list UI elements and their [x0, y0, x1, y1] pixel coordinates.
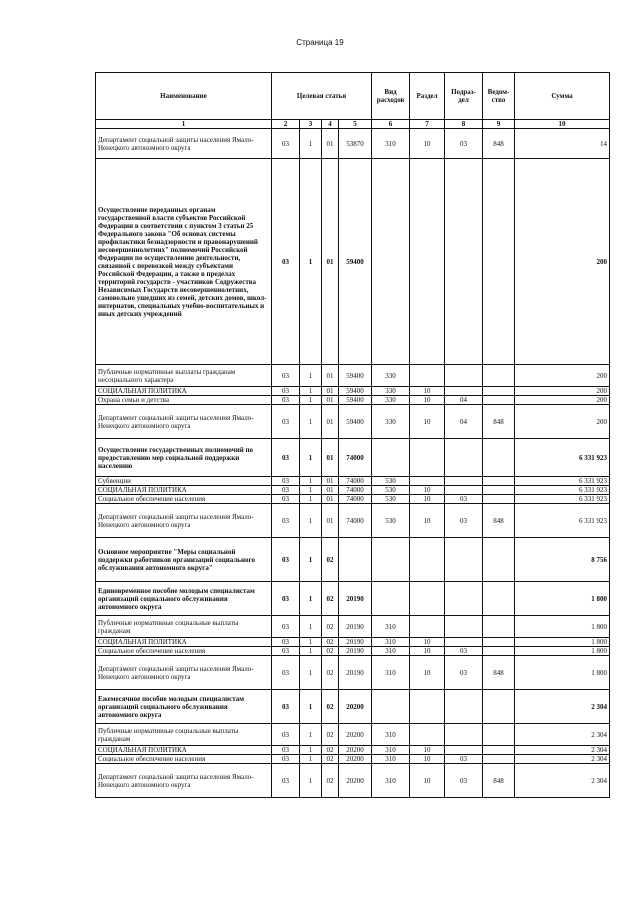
target-code-subprogram: 1 — [300, 538, 322, 582]
target-code-subprogram: 1 — [300, 724, 322, 746]
column-number: 2 — [272, 120, 300, 129]
expense-type-cell: 330 — [372, 365, 410, 387]
amount-cell: 200 — [515, 365, 610, 387]
row-name-cell: Департамент социальной защиты населения Ямало-Ненецкого автономного округа — [96, 656, 272, 690]
target-code-subprogram: 1 — [300, 405, 322, 439]
target-code-event: 01 — [322, 495, 339, 504]
expense-type-cell — [372, 439, 410, 477]
target-code-program: 03 — [272, 477, 300, 486]
row-name-cell: Социальное обеспечение населения — [96, 647, 272, 656]
row-name-cell: Основное мероприятие "Меры социальной поддержки работников организаций социального обслуживания автономного округа" — [96, 538, 272, 582]
target-code-event: 02 — [322, 538, 339, 582]
target-code-event: 02 — [322, 616, 339, 638]
row-name-cell: Департамент социальной защиты населения Ямало-Ненецкого автономного округа — [96, 405, 272, 439]
target-code-subprogram: 1 — [300, 486, 322, 495]
target-code-subprogram: 1 — [300, 647, 322, 656]
table-row — [96, 365, 610, 387]
column-number: 3 — [300, 120, 322, 129]
header-name: Наименование — [96, 73, 272, 120]
subsection-cell — [445, 690, 483, 724]
target-code-program: 03 — [272, 387, 300, 396]
target-code-direction: 20190 — [339, 582, 372, 616]
section-cell — [410, 616, 445, 638]
target-code-subprogram: 1 — [300, 656, 322, 690]
amount-cell: 1 800 — [515, 656, 610, 690]
target-code-direction: 20200 — [339, 755, 372, 764]
subsection-cell — [445, 439, 483, 477]
column-number: 1 — [96, 120, 272, 129]
target-code-subprogram: 1 — [300, 387, 322, 396]
section-cell: 10 — [410, 387, 445, 396]
department-code-cell — [483, 616, 515, 638]
target-code-event: 02 — [322, 582, 339, 616]
target-code-program: 03 — [272, 616, 300, 638]
table-row — [96, 495, 610, 504]
expense-type-cell: 530 — [372, 504, 410, 538]
target-code-event: 01 — [322, 504, 339, 538]
target-code-program: 03 — [272, 396, 300, 405]
department-code-cell — [483, 690, 515, 724]
target-code-subprogram: 1 — [300, 365, 322, 387]
subsection-cell: 04 — [445, 396, 483, 405]
header-section: Раздел — [410, 73, 445, 120]
target-code-direction: 59400 — [339, 396, 372, 405]
target-code-event: 02 — [322, 764, 339, 798]
amount-cell: 200 — [515, 387, 610, 396]
target-code-subprogram: 1 — [300, 746, 322, 755]
row-name-cell: Осуществление государственных полномочий по предоставлению мер социальной поддержки населению — [96, 439, 272, 477]
department-code-cell: 848 — [483, 129, 515, 159]
target-code-direction: 53870 — [339, 129, 372, 159]
amount-cell: 6 331 923 — [515, 504, 610, 538]
subsection-cell — [445, 486, 483, 495]
header-subsection: Подраз-дел — [445, 73, 483, 120]
table-row — [96, 582, 610, 616]
department-code-cell — [483, 755, 515, 764]
column-number: 6 — [372, 120, 410, 129]
target-code-subprogram: 1 — [300, 129, 322, 159]
expense-type-cell: 530 — [372, 495, 410, 504]
section-cell: 10 — [410, 755, 445, 764]
row-name-cell: Департамент социальной защиты населения Ямало-Ненецкого автономного округа — [96, 764, 272, 798]
amount-cell: 1 800 — [515, 616, 610, 638]
subsection-cell — [445, 387, 483, 396]
section-cell: 10 — [410, 405, 445, 439]
section-cell — [410, 439, 445, 477]
subsection-cell: 03 — [445, 129, 483, 159]
row-name-cell: Социальное обеспечение населения — [96, 495, 272, 504]
table-row — [96, 656, 610, 690]
subsection-cell: 03 — [445, 495, 483, 504]
target-code-subprogram: 1 — [300, 616, 322, 638]
expense-type-cell — [372, 159, 410, 365]
amount-cell: 6 331 923 — [515, 477, 610, 486]
target-code-event: 02 — [322, 755, 339, 764]
amount-cell: 2 304 — [515, 724, 610, 746]
expense-type-cell — [372, 538, 410, 582]
table-row — [96, 439, 610, 477]
target-code-subprogram: 1 — [300, 764, 322, 798]
target-code-subprogram: 1 — [300, 582, 322, 616]
subsection-cell: 04 — [445, 405, 483, 439]
target-code-subprogram: 1 — [300, 159, 322, 365]
target-code-program: 03 — [272, 582, 300, 616]
target-code-program: 03 — [272, 746, 300, 755]
department-code-cell: 848 — [483, 405, 515, 439]
amount-cell: 6 331 923 — [515, 486, 610, 495]
subsection-cell: 03 — [445, 647, 483, 656]
table-row — [96, 477, 610, 486]
amount-cell: 200 — [515, 396, 610, 405]
target-code-event: 01 — [322, 477, 339, 486]
table-row — [96, 405, 610, 439]
expense-type-cell: 310 — [372, 656, 410, 690]
target-code-program: 03 — [272, 495, 300, 504]
target-code-event: 01 — [322, 405, 339, 439]
header-expense-type: Вид расходов — [372, 73, 410, 120]
target-code-event: 01 — [322, 486, 339, 495]
section-cell: 10 — [410, 495, 445, 504]
section-cell — [410, 477, 445, 486]
target-code-direction: 74000 — [339, 495, 372, 504]
column-number: 10 — [515, 120, 610, 129]
department-code-cell — [483, 647, 515, 656]
target-code-program: 03 — [272, 159, 300, 365]
subsection-cell — [445, 616, 483, 638]
target-code-program: 03 — [272, 365, 300, 387]
target-code-direction: 59400 — [339, 365, 372, 387]
expense-type-cell: 310 — [372, 638, 410, 647]
department-code-cell — [483, 582, 515, 616]
target-code-direction: 20200 — [339, 746, 372, 755]
column-number: 4 — [322, 120, 339, 129]
row-name-cell: Публичные нормативные социальные выплаты гражданам — [96, 616, 272, 638]
amount-cell: 1 800 — [515, 647, 610, 656]
target-code-subprogram: 1 — [300, 504, 322, 538]
target-code-program: 03 — [272, 690, 300, 724]
target-code-program: 03 — [272, 656, 300, 690]
subsection-cell — [445, 724, 483, 746]
target-code-direction: 74000 — [339, 486, 372, 495]
department-code-cell — [483, 724, 515, 746]
target-code-direction — [339, 538, 372, 582]
section-cell: 10 — [410, 746, 445, 755]
row-name-cell: Субвенции — [96, 477, 272, 486]
department-code-cell: 848 — [483, 504, 515, 538]
target-code-event: 01 — [322, 387, 339, 396]
target-code-direction: 74000 — [339, 477, 372, 486]
table-row — [96, 690, 610, 724]
subsection-cell: 03 — [445, 504, 483, 538]
target-code-event: 02 — [322, 690, 339, 724]
target-code-program: 03 — [272, 755, 300, 764]
section-cell — [410, 538, 445, 582]
subsection-cell — [445, 582, 483, 616]
target-code-program: 03 — [272, 439, 300, 477]
table-row — [96, 764, 610, 798]
amount-cell: 2 304 — [515, 690, 610, 724]
section-cell — [410, 159, 445, 365]
row-name-cell: Ежемесячное пособие молодым специалистам организаций социального обслуживания автономного округа — [96, 690, 272, 724]
department-code-cell — [483, 746, 515, 755]
target-code-direction: 20200 — [339, 724, 372, 746]
section-cell — [410, 365, 445, 387]
target-code-direction: 20190 — [339, 616, 372, 638]
section-cell: 10 — [410, 504, 445, 538]
target-code-program: 03 — [272, 647, 300, 656]
target-code-direction: 20190 — [339, 656, 372, 690]
expense-type-cell: 530 — [372, 486, 410, 495]
department-code-cell — [483, 538, 515, 582]
expense-type-cell: 310 — [372, 647, 410, 656]
subsection-cell — [445, 638, 483, 647]
target-code-direction: 59400 — [339, 159, 372, 365]
expense-type-cell: 330 — [372, 387, 410, 396]
target-code-event: 02 — [322, 647, 339, 656]
amount-cell: 200 — [515, 159, 610, 365]
department-code-cell — [483, 495, 515, 504]
expense-type-cell: 330 — [372, 405, 410, 439]
row-name-cell: Публичные нормативные социальные выплаты гражданам — [96, 724, 272, 746]
target-code-program: 03 — [272, 129, 300, 159]
expense-type-cell: 310 — [372, 616, 410, 638]
subsection-cell: 03 — [445, 755, 483, 764]
table-row — [96, 387, 610, 396]
table-row — [96, 396, 610, 405]
subsection-cell: 03 — [445, 764, 483, 798]
department-code-cell — [483, 396, 515, 405]
row-name-cell: Департамент социальной защиты населения Ямало-Ненецкого автономного округа — [96, 129, 272, 159]
amount-cell: 2 304 — [515, 764, 610, 798]
target-code-direction: 20190 — [339, 647, 372, 656]
amount-cell: 2 304 — [515, 746, 610, 755]
subsection-cell — [445, 159, 483, 365]
column-number: 8 — [445, 120, 483, 129]
column-number: 7 — [410, 120, 445, 129]
target-code-program: 03 — [272, 538, 300, 582]
department-code-cell: 848 — [483, 764, 515, 798]
header-target-article: Целевая статья — [272, 73, 372, 120]
target-code-direction: 20190 — [339, 638, 372, 647]
target-code-event: 01 — [322, 129, 339, 159]
department-code-cell — [483, 439, 515, 477]
row-name-cell: СОЦИАЛЬНАЯ ПОЛИТИКА — [96, 486, 272, 495]
subsection-cell — [445, 538, 483, 582]
amount-cell: 1 800 — [515, 582, 610, 616]
target-code-program: 03 — [272, 764, 300, 798]
table-row — [96, 486, 610, 495]
row-name-cell: СОЦИАЛЬНАЯ ПОЛИТИКА — [96, 746, 272, 755]
target-code-subprogram: 1 — [300, 690, 322, 724]
department-code-cell — [483, 365, 515, 387]
table-row — [96, 746, 610, 755]
target-code-subprogram: 1 — [300, 477, 322, 486]
header-amount: Сумма — [515, 73, 610, 120]
section-cell — [410, 690, 445, 724]
table-row — [96, 638, 610, 647]
table-row — [96, 616, 610, 638]
subsection-cell: 03 — [445, 656, 483, 690]
target-code-event: 02 — [322, 656, 339, 690]
target-code-program: 03 — [272, 405, 300, 439]
header-department: Ведом-ство — [483, 73, 515, 120]
expense-type-cell — [372, 690, 410, 724]
row-name-cell: Публичные нормативные выплаты гражданам несоциального характера — [96, 365, 272, 387]
target-code-event: 01 — [322, 159, 339, 365]
amount-cell: 2 304 — [515, 755, 610, 764]
section-cell: 10 — [410, 638, 445, 647]
subsection-cell — [445, 746, 483, 755]
table-row — [96, 159, 610, 365]
row-name-cell: Социальное обеспечение населения — [96, 755, 272, 764]
department-code-cell — [483, 638, 515, 647]
target-code-subprogram: 1 — [300, 755, 322, 764]
target-code-subprogram: 1 — [300, 396, 322, 405]
section-cell — [410, 724, 445, 746]
expense-type-cell: 310 — [372, 746, 410, 755]
expense-type-cell: 310 — [372, 129, 410, 159]
target-code-direction: 59400 — [339, 405, 372, 439]
target-code-subprogram: 1 — [300, 439, 322, 477]
target-code-event: 02 — [322, 746, 339, 755]
target-code-event: 02 — [322, 638, 339, 647]
target-code-subprogram: 1 — [300, 495, 322, 504]
target-code-subprogram: 1 — [300, 638, 322, 647]
amount-cell: 1 800 — [515, 638, 610, 647]
column-number: 5 — [339, 120, 372, 129]
target-code-event: 01 — [322, 396, 339, 405]
expense-type-cell: 330 — [372, 396, 410, 405]
department-code-cell: 848 — [483, 656, 515, 690]
page-number-label: Страница 19 — [296, 38, 344, 47]
target-code-program: 03 — [272, 504, 300, 538]
target-code-program: 03 — [272, 724, 300, 746]
section-cell: 10 — [410, 129, 445, 159]
amount-cell: 6 331 923 — [515, 439, 610, 477]
row-name-cell: Единовременное пособие молодым специалистам организаций социального обслуживания автономного округа — [96, 582, 272, 616]
table-row — [96, 129, 610, 159]
table-row — [96, 647, 610, 656]
amount-cell: 8 756 — [515, 538, 610, 582]
row-name-cell: Осуществление переданных органам государственной власти субъектов Российской Федерации в соответствии с пунктом 3 статьи 25 Федерального закона "Об основах системы профилактики безнадзорности и правонарушений несовершеннолетних" полномочий Российской Федерации по осуществлению деятельности, связанной с перевозкой между субъектами Российской Федерации, а также в пределах территорий государств - участников Содружества Независимых Государств несовершеннолетних, самовольно ушедших из семей, детских домов, школ-интернатов, специальных учебно-воспитательных и иных детских учреждений — [96, 159, 272, 365]
section-cell — [410, 582, 445, 616]
table-row — [96, 538, 610, 582]
header-row — [96, 73, 610, 120]
target-code-direction: 74000 — [339, 439, 372, 477]
expense-type-cell: 310 — [372, 764, 410, 798]
department-code-cell — [483, 477, 515, 486]
amount-cell: 6 331 923 — [515, 495, 610, 504]
row-name-cell: СОЦИАЛЬНАЯ ПОЛИТИКА — [96, 387, 272, 396]
column-number-row — [96, 120, 610, 129]
target-code-program: 03 — [272, 486, 300, 495]
column-number: 9 — [483, 120, 515, 129]
target-code-event: 01 — [322, 365, 339, 387]
row-name-cell: Охрана семьи и детства — [96, 396, 272, 405]
target-code-event: 01 — [322, 439, 339, 477]
section-cell: 10 — [410, 486, 445, 495]
expense-type-cell: 530 — [372, 477, 410, 486]
section-cell: 10 — [410, 396, 445, 405]
budget-table — [95, 72, 610, 798]
department-code-cell — [483, 387, 515, 396]
expense-type-cell: 310 — [372, 724, 410, 746]
table-row — [96, 724, 610, 746]
subsection-cell — [445, 365, 483, 387]
expense-type-cell — [372, 582, 410, 616]
target-code-event: 02 — [322, 724, 339, 746]
subsection-cell — [445, 477, 483, 486]
target-code-direction: 20200 — [339, 764, 372, 798]
section-cell: 10 — [410, 656, 445, 690]
target-code-direction: 74000 — [339, 504, 372, 538]
section-cell: 10 — [410, 647, 445, 656]
department-code-cell — [483, 486, 515, 495]
target-code-direction: 59400 — [339, 387, 372, 396]
table-row — [96, 504, 610, 538]
amount-cell: 14 — [515, 129, 610, 159]
target-code-direction: 20200 — [339, 690, 372, 724]
section-cell: 10 — [410, 764, 445, 798]
department-code-cell — [483, 159, 515, 365]
row-name-cell: Департамент социальной защиты населения Ямало-Ненецкого автономного округа — [96, 504, 272, 538]
row-name-cell: СОЦИАЛЬНАЯ ПОЛИТИКА — [96, 638, 272, 647]
table-row — [96, 755, 610, 764]
expense-type-cell: 310 — [372, 755, 410, 764]
amount-cell: 200 — [515, 405, 610, 439]
target-code-program: 03 — [272, 638, 300, 647]
